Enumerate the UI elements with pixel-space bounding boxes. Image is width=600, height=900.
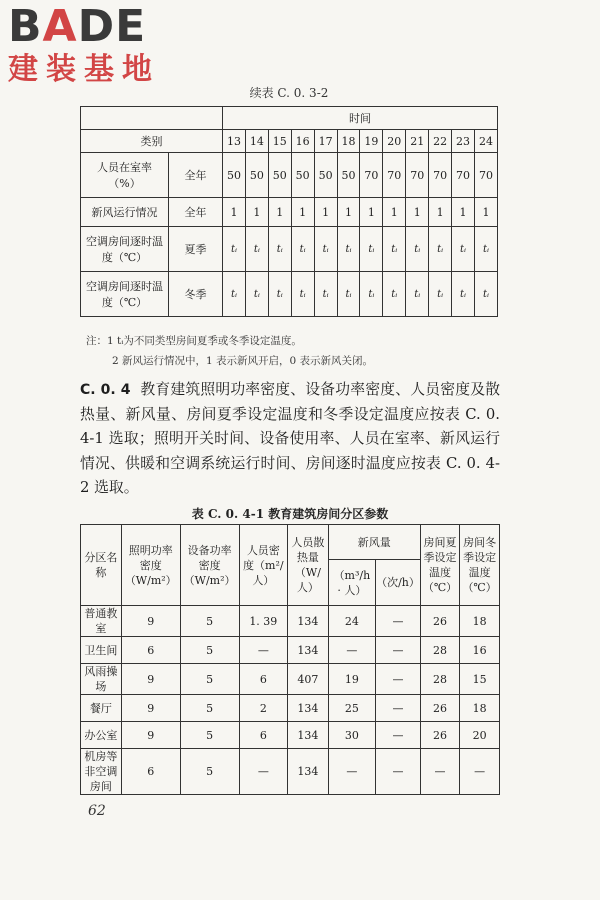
value-cell: tᵢ <box>223 227 246 272</box>
value-cell: 24 <box>328 606 375 637</box>
logo-chinese-name: 建装基地 <box>8 52 160 87</box>
value-cell: 26 <box>420 695 459 722</box>
value-cell: 1 <box>268 198 291 227</box>
row-name: 空调房间逐时温度（℃） <box>81 272 169 317</box>
value-cell: — <box>328 749 375 795</box>
value-cell: tᵢ <box>360 227 383 272</box>
table-row <box>81 749 500 795</box>
value-cell: 20 <box>460 722 500 749</box>
value-cell: — <box>376 695 421 722</box>
zone-parameter-table <box>80 524 500 795</box>
header-zone: 分区名称 <box>81 525 122 606</box>
hour-cell: 19 <box>360 130 383 153</box>
table2-caption: 表 C. 0. 4-1 教育建筑房间分区参数 <box>191 507 389 521</box>
table-row <box>81 637 500 664</box>
value-cell: 16 <box>460 637 500 664</box>
value-cell: 28 <box>420 664 459 695</box>
value-cell: 18 <box>460 606 500 637</box>
value-cell: 50 <box>314 153 337 198</box>
value-cell: tᵢ <box>314 227 337 272</box>
value-cell: 1 <box>337 198 360 227</box>
schedule-table-continued <box>80 106 498 317</box>
hour-cell: 23 <box>452 130 475 153</box>
hour-cell: 18 <box>337 130 360 153</box>
value-cell: 30 <box>328 722 375 749</box>
value-cell: 5 <box>180 664 239 695</box>
value-cell: 70 <box>474 153 497 198</box>
hour-cell: 13 <box>223 130 246 153</box>
table-row <box>81 722 500 749</box>
zone-name: 机房等非空调房间 <box>81 749 122 795</box>
value-cell: 50 <box>337 153 360 198</box>
value-cell: 1 <box>291 198 314 227</box>
clause-text: 教育建筑照明功率密度、设备功率密度、人员密度及散热量、新风量、房间夏季设定温度和冬季设定温度应按表 C. 0. 4-1 选取；照明开关时间、设备使用率、人员在室率、新风运行情况、供暖和空调系统运行时间、房间逐时温度应按表 C. 0. 4-2 选取。 <box>80 381 500 496</box>
value-cell: — <box>328 637 375 664</box>
header-fresh-air-unit-per-hour: （次/h） <box>376 560 421 606</box>
hour-cell: 17 <box>314 130 337 153</box>
value-cell: tᵢ <box>429 272 452 317</box>
value-cell: 1 <box>406 198 429 227</box>
value-cell: — <box>420 749 459 795</box>
value-cell: 407 <box>288 664 329 695</box>
value-cell: 1 <box>452 198 475 227</box>
zone-name: 办公室 <box>81 722 122 749</box>
hour-cell: 22 <box>429 130 452 153</box>
value-cell: 6 <box>121 749 180 795</box>
value-cell: — <box>376 722 421 749</box>
value-cell: 1 <box>429 198 452 227</box>
value-cell: 6 <box>121 637 180 664</box>
value-cell: 70 <box>406 153 429 198</box>
value-cell: 50 <box>268 153 291 198</box>
value-cell: tᵢ <box>337 227 360 272</box>
value-cell: tᵢ <box>314 272 337 317</box>
value-cell: 50 <box>291 153 314 198</box>
value-cell: 1. 39 <box>239 606 288 637</box>
value-cell: 9 <box>121 606 180 637</box>
value-cell: tᵢ <box>268 272 291 317</box>
value-cell: tᵢ <box>337 272 360 317</box>
value-cell: 26 <box>420 722 459 749</box>
header-equipment: 设备功率密度（W/m²） <box>180 525 239 606</box>
hour-cell: 21 <box>406 130 429 153</box>
value-cell: tᵢ <box>268 227 291 272</box>
logo <box>8 1 160 87</box>
value-cell: 50 <box>245 153 268 198</box>
header-fresh-air: 新风量 <box>328 525 420 560</box>
header-heat: 人员散热量（W/人） <box>288 525 329 606</box>
value-cell: 134 <box>288 722 329 749</box>
table-row <box>81 227 498 272</box>
value-cell: — <box>460 749 500 795</box>
hour-cell: 15 <box>268 130 291 153</box>
hour-cell: 14 <box>245 130 268 153</box>
value-cell: 134 <box>288 606 329 637</box>
value-cell: — <box>239 749 288 795</box>
header-winter: 房间冬季设定温度（℃） <box>460 525 500 606</box>
value-cell: 26 <box>420 606 459 637</box>
value-cell: 2 <box>239 695 288 722</box>
value-cell: 6 <box>239 722 288 749</box>
value-cell: tᵢ <box>360 272 383 317</box>
value-cell: 70 <box>360 153 383 198</box>
value-cell: 9 <box>121 722 180 749</box>
zone-name: 风雨操场 <box>81 664 122 695</box>
value-cell: tᵢ <box>406 227 429 272</box>
logo-wordmark: BADE <box>8 1 147 52</box>
value-cell: tᵢ <box>452 272 475 317</box>
value-cell: — <box>376 637 421 664</box>
value-cell: tᵢ <box>291 227 314 272</box>
value-cell: tᵢ <box>383 227 406 272</box>
clause-c-0-4 <box>80 378 500 501</box>
value-cell: tᵢ <box>383 272 406 317</box>
value-cell: 15 <box>460 664 500 695</box>
zone-name: 餐厅 <box>81 695 122 722</box>
page-number: 62 <box>88 803 106 819</box>
value-cell: tᵢ <box>474 272 497 317</box>
value-cell: 70 <box>429 153 452 198</box>
value-cell: tᵢ <box>406 272 429 317</box>
row-name: 新风运行情况 <box>81 198 169 227</box>
value-cell: tᵢ <box>429 227 452 272</box>
value-cell: 1 <box>245 198 268 227</box>
value-cell: 6 <box>239 664 288 695</box>
table-row <box>81 664 500 695</box>
row-season: 全年 <box>169 153 223 198</box>
value-cell: tᵢ <box>245 227 268 272</box>
value-cell: 5 <box>180 637 239 664</box>
value-cell: 134 <box>288 749 329 795</box>
header-fresh-air-unit-per-person: （m³/h · 人） <box>328 560 375 606</box>
value-cell: 1 <box>383 198 406 227</box>
table1-category-header: 类别 <box>81 130 223 153</box>
zone-name: 卫生间 <box>81 637 122 664</box>
table-row <box>81 272 498 317</box>
value-cell: 5 <box>180 695 239 722</box>
zone-name: 普通教室 <box>81 606 122 637</box>
hour-cell: 20 <box>383 130 406 153</box>
value-cell: — <box>376 664 421 695</box>
value-cell: 28 <box>420 637 459 664</box>
row-season: 全年 <box>169 198 223 227</box>
table-row <box>81 606 500 637</box>
hour-cell: 24 <box>474 130 497 153</box>
note-2: 2 新风运行情况中，1 表示新风开启，0 表示新风关闭。 <box>112 355 374 367</box>
table-row <box>81 695 500 722</box>
table1-time-header: 时间 <box>223 107 498 130</box>
value-cell: tᵢ <box>452 227 475 272</box>
header-lighting: 照明功率密度（W/m²） <box>121 525 180 606</box>
table1-blank-corner <box>81 107 223 130</box>
value-cell: 25 <box>328 695 375 722</box>
value-cell: 1 <box>360 198 383 227</box>
value-cell: tᵢ <box>223 272 246 317</box>
value-cell: 1 <box>223 198 246 227</box>
value-cell: — <box>239 637 288 664</box>
value-cell: — <box>376 749 421 795</box>
value-cell: 18 <box>460 695 500 722</box>
table-row <box>81 153 498 198</box>
hour-cell: 16 <box>291 130 314 153</box>
row-name: 人员在室率（%） <box>81 153 169 198</box>
note-1: 注：1 tᵢ为不同类型房间夏季或冬季设定温度。 <box>86 335 302 347</box>
value-cell: 5 <box>180 722 239 749</box>
value-cell: 134 <box>288 637 329 664</box>
clause-number: C. 0. 4 <box>80 382 131 398</box>
value-cell: 1 <box>474 198 497 227</box>
value-cell: 9 <box>121 695 180 722</box>
header-density: 人员密度（m²/人） <box>239 525 288 606</box>
value-cell: 50 <box>223 153 246 198</box>
row-season: 冬季 <box>169 272 223 317</box>
value-cell: — <box>376 606 421 637</box>
table-row <box>81 198 498 227</box>
value-cell: 5 <box>180 606 239 637</box>
value-cell: tᵢ <box>474 227 497 272</box>
value-cell: 5 <box>180 749 239 795</box>
header-summer: 房间夏季设定温度（℃） <box>420 525 459 606</box>
value-cell: 70 <box>452 153 475 198</box>
value-cell: 134 <box>288 695 329 722</box>
table1-notes <box>86 331 373 371</box>
value-cell: 9 <box>121 664 180 695</box>
value-cell: 1 <box>314 198 337 227</box>
row-name: 空调房间逐时温度（℃） <box>81 227 169 272</box>
value-cell: 19 <box>328 664 375 695</box>
value-cell: tᵢ <box>245 272 268 317</box>
value-cell: tᵢ <box>291 272 314 317</box>
table1-caption: 续表 C. 0. 3-2 <box>249 86 329 100</box>
row-season: 夏季 <box>169 227 223 272</box>
value-cell: 70 <box>383 153 406 198</box>
